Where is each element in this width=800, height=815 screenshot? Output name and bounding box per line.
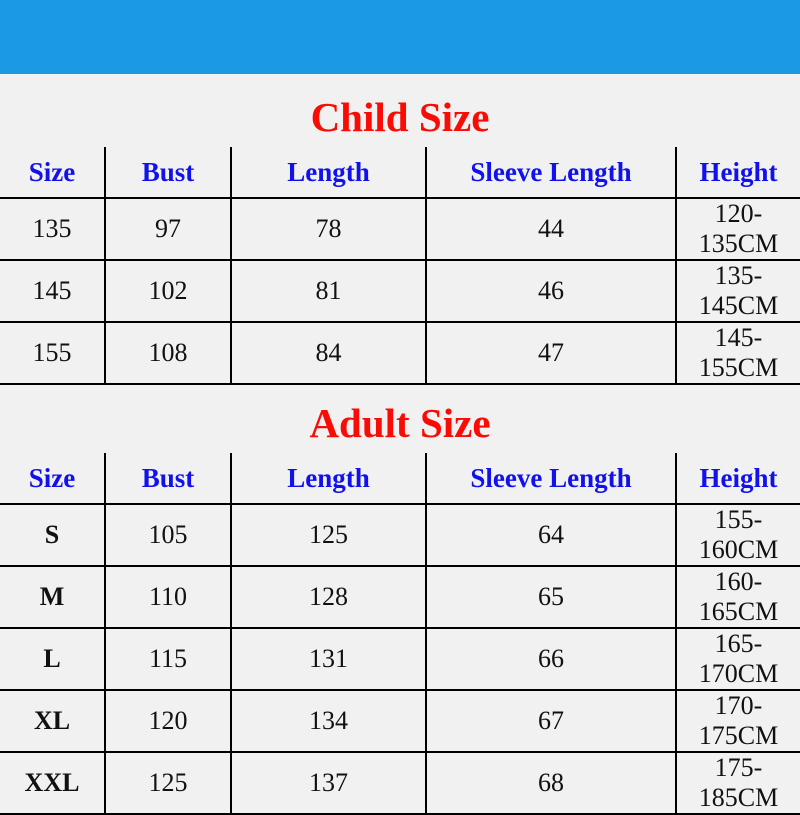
table-row [0, 690, 800, 752]
cell-bust: 105 [105, 504, 231, 566]
cell-sleeve-length: 66 [426, 628, 676, 690]
adult-size-title: Adult Size [309, 400, 491, 446]
cell-length: 137 [231, 752, 426, 814]
cell-sleeve-length: 65 [426, 566, 676, 628]
cell-height: 145-155CM [676, 322, 800, 384]
column-header-bust: Bust [105, 453, 231, 504]
table-header-row [0, 453, 800, 504]
table-row [0, 504, 800, 566]
cell-length: 134 [231, 690, 426, 752]
cell-height: 160-165CM [676, 566, 800, 628]
child-size-title: Child Size [310, 94, 490, 140]
cell-height: 155-160CM [676, 504, 800, 566]
cell-bust: 115 [105, 628, 231, 690]
cell-bust: 102 [105, 260, 231, 322]
adult-size-table [0, 453, 800, 815]
column-header-length: Length [231, 147, 426, 198]
cell-size: 145 [0, 260, 105, 322]
cell-length: 131 [231, 628, 426, 690]
column-header-bust: Bust [105, 147, 231, 198]
table-row [0, 752, 800, 814]
cell-length: 78 [231, 198, 426, 260]
column-header-size: Size [0, 453, 105, 504]
column-header-sleeve-length: Sleeve Length [426, 453, 676, 504]
column-header-length: Length [231, 453, 426, 504]
cell-length: 81 [231, 260, 426, 322]
table-row [0, 566, 800, 628]
cell-sleeve-length: 46 [426, 260, 676, 322]
cell-size: XXL [0, 752, 105, 814]
cell-length: 128 [231, 566, 426, 628]
column-header-height: Height [676, 453, 800, 504]
cell-bust: 125 [105, 752, 231, 814]
cell-sleeve-length: 44 [426, 198, 676, 260]
cell-length: 125 [231, 504, 426, 566]
cell-height: 135-145CM [676, 260, 800, 322]
cell-height: 165-170CM [676, 628, 800, 690]
table-row [0, 628, 800, 690]
child-size-table [0, 147, 800, 385]
table-row [0, 260, 800, 322]
cell-sleeve-length: 68 [426, 752, 676, 814]
cell-sleeve-length: 67 [426, 690, 676, 752]
cell-size: 135 [0, 198, 105, 260]
cell-bust: 97 [105, 198, 231, 260]
cell-height: 120-135CM [676, 198, 800, 260]
cell-size: S [0, 504, 105, 566]
content-panel [0, 74, 800, 812]
cell-height: 170-175CM [676, 690, 800, 752]
cell-length: 84 [231, 322, 426, 384]
column-header-size: Size [0, 147, 105, 198]
cell-sleeve-length: 47 [426, 322, 676, 384]
cell-sleeve-length: 64 [426, 504, 676, 566]
cell-bust: 108 [105, 322, 231, 384]
table-row [0, 322, 800, 384]
cell-bust: 120 [105, 690, 231, 752]
table-row [0, 198, 800, 260]
cell-size: M [0, 566, 105, 628]
table-header-row [0, 147, 800, 198]
cell-size: XL [0, 690, 105, 752]
column-header-sleeve-length: Sleeve Length [426, 147, 676, 198]
cell-height: 175-185CM [676, 752, 800, 814]
cell-size: L [0, 628, 105, 690]
column-header-height: Height [676, 147, 800, 198]
cell-bust: 110 [105, 566, 231, 628]
cell-size: 155 [0, 322, 105, 384]
